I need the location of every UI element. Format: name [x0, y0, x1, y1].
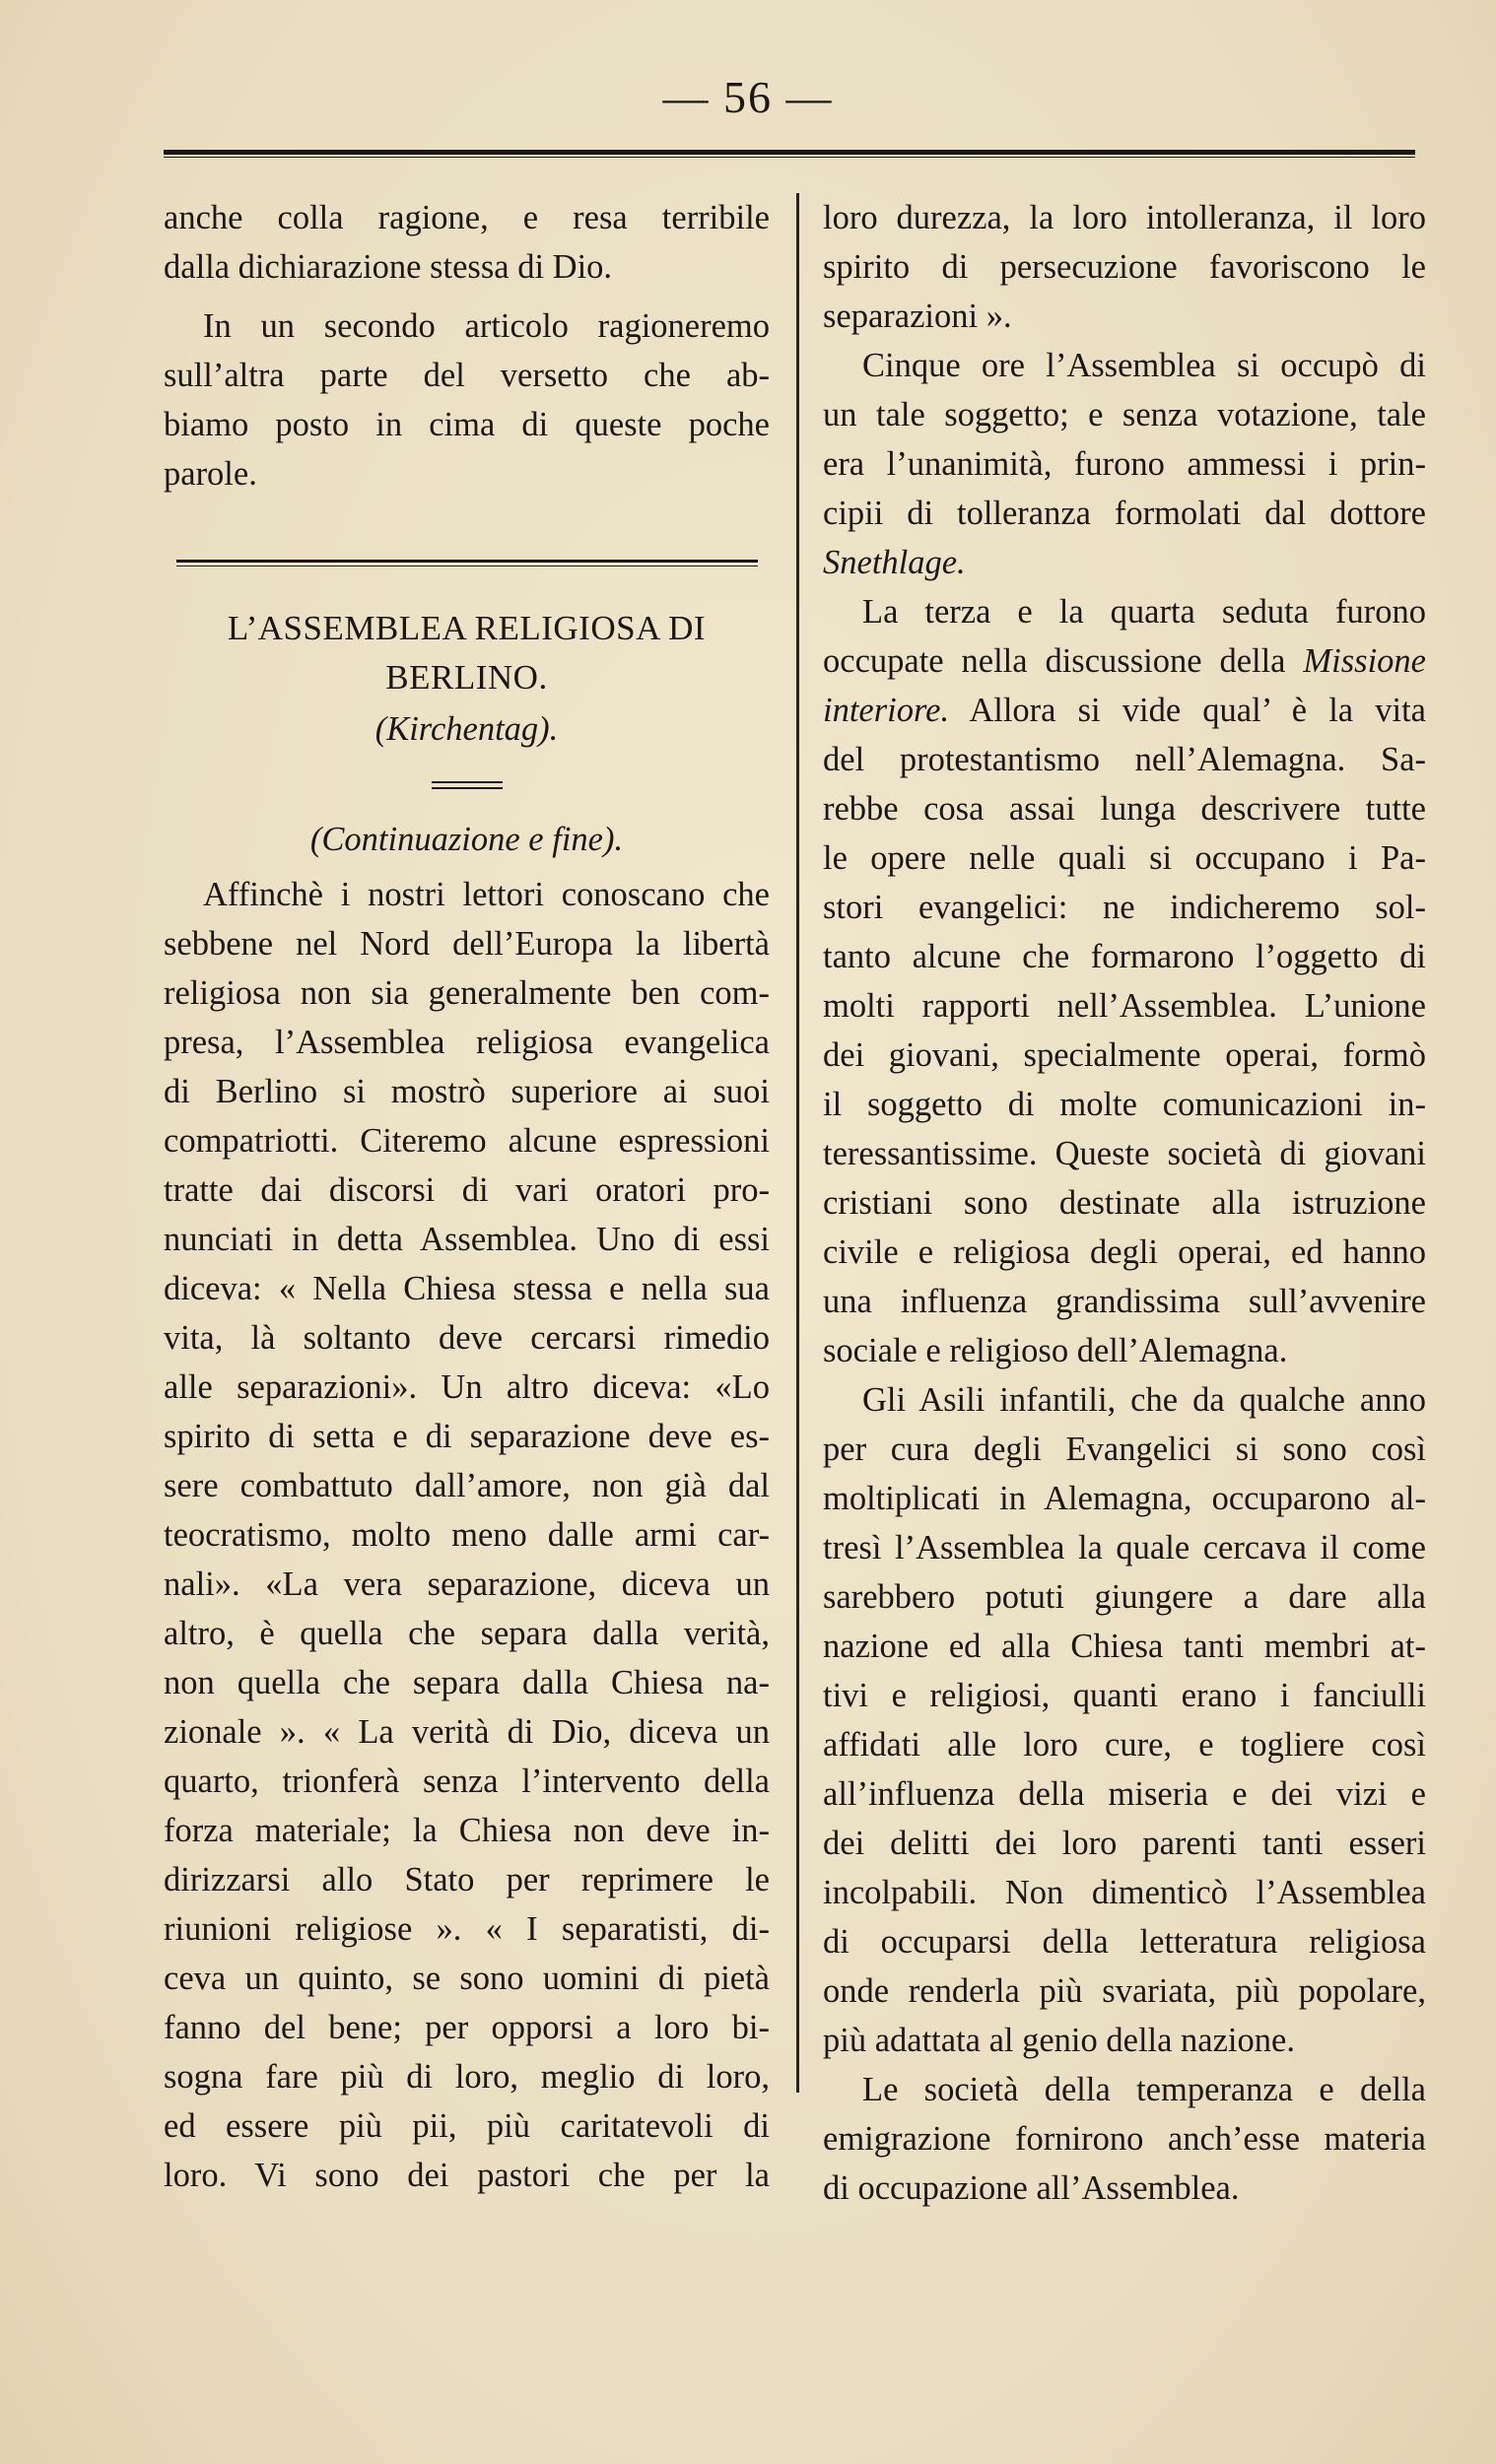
text-line: tanto alcune che formarono l’oggetto di: [823, 938, 1426, 975]
text-line: sociale e religioso dell’Alemagna.: [823, 1332, 1288, 1369]
text-line: spirito di persecuzione favoriscono le: [823, 248, 1426, 286]
text-line: anche colla ragione, e resa terribile: [164, 199, 770, 236]
text-line: nali». «La vera separazione, diceva un: [164, 1565, 770, 1603]
text-line: vita, là soltanto deve cercarsi rimedio: [164, 1319, 770, 1357]
text-line: zionale ». « La verità di Dio, diceva un: [164, 1713, 770, 1751]
text-line: Le società della temperanza e della: [862, 2071, 1426, 2108]
text-line: affidati alle loro cure, e togliere così: [823, 1726, 1426, 1764]
follow-up-paragraph: [164, 301, 770, 499]
text-line: una influenza grandissima sull’avvenire: [823, 1283, 1426, 1320]
text-line: forza materiale; la Chiesa non deve in-: [164, 1812, 770, 1849]
text-line: compatriotti. Citeremo alcune espressioni: [164, 1122, 770, 1160]
text-line: onde renderla più svariata, più popolare,: [823, 1972, 1426, 2010]
header-rule: [164, 150, 1415, 158]
text-line: sere combattuto dall’amore, non già dal: [164, 1467, 770, 1504]
section-divider: [176, 560, 758, 566]
text-line: In un secondo articolo ragioneremo: [203, 307, 770, 345]
text-line: sebbene nel Nord dell’Europa la libertà: [164, 925, 770, 963]
text-line: non quella che separa dalla Chiesa na-: [164, 1664, 770, 1701]
text-line: presa, l’Assemblea religiosa evangelica: [164, 1024, 770, 1061]
text-line: [823, 686, 1426, 735]
text-line: altro, è quella che separa dalla verità,: [164, 1615, 770, 1652]
text-line: era l’unanimità, furono ammessi i prin-: [823, 445, 1426, 483]
text-line: loro durezza, la loro intolleranza, il loro: [823, 199, 1426, 236]
text-line: tivi e religiosi, quanti erano i fanciulli: [823, 1677, 1426, 1714]
text-line: religiosa non sia generalmente ben com-: [164, 974, 770, 1012]
column-divider: [796, 193, 799, 2093]
text-line: per cura degli Evangelici si sono così: [823, 1431, 1426, 1468]
text-line: emigrazione fornirono anch’esse materia: [823, 2120, 1426, 2158]
text-line: dalla dichiarazione stessa di Dio.: [164, 248, 613, 286]
right-column: [823, 193, 1426, 2213]
text-line: di Berlino si mostrò superiore ai suoi: [164, 1073, 770, 1110]
temperance-paragraph: [823, 2065, 1426, 2213]
text-line: moltiplicati in Alemagna, occuparono al-: [823, 1480, 1426, 1517]
text-line: sull’altra parte del versetto che ab-: [164, 357, 770, 394]
continuation-note: (Continuazione e fine).: [309, 821, 624, 858]
text-line: Gli Asili infantili, che da qualche anno: [862, 1381, 1426, 1419]
text-line: spirito di setta e di separazione deve es-: [164, 1418, 770, 1455]
article-title: L’ASSEMBLEA RELIGIOSA DI BERLINO.: [227, 609, 707, 697]
text-line: diceva: « Nella Chiesa stessa e nella sua: [164, 1270, 770, 1307]
italic-term: Missione: [1303, 642, 1426, 680]
text-fragment: Allora si vide qual’ è la vita: [949, 692, 1426, 729]
text-line: teressantissime. Queste società di giovani: [823, 1135, 1426, 1172]
text-line: teocratismo, molto meno dalle armi car-: [164, 1516, 770, 1554]
text-line: biamo posto in cima di queste poche: [164, 406, 770, 443]
text-line: di occuparsi della letteratura religiosa: [823, 1923, 1426, 1961]
text-line: cristiani sono destinate alla istruzione: [823, 1184, 1426, 1222]
text-line: del protestantismo nell’Alemagna. Sa-: [823, 741, 1426, 778]
doctor-name: Snethlage.: [823, 544, 966, 581]
text-line: le opere nelle quali si occupano i Pa-: [823, 839, 1426, 877]
text-line: tresì l’Assemblea la quale cercava il come: [823, 1529, 1426, 1566]
text-line: all’influenza della miseria e dei vizi e: [823, 1775, 1426, 1813]
page-number: — 56 —: [662, 72, 834, 122]
text-line: Affinchè i nostri lettori conoscano che: [203, 876, 770, 913]
text-line: sogna fare più di loro, meglio di loro,: [164, 2058, 770, 2096]
intro-paragraph: [164, 193, 770, 292]
text-line: un tale soggetto; e senza votazione, tale: [823, 396, 1426, 433]
text-line: [823, 636, 1426, 686]
text-line: dei delitti dei loro parenti tanti esseri: [823, 1825, 1426, 1862]
text-line: civile e religiosa degli operai, ed hanno: [823, 1233, 1426, 1271]
text-line: riunioni religiose ». « I separatisti, di-: [164, 1910, 770, 1948]
text-fragment: occupate nella discussione della: [823, 642, 1304, 680]
text-line: di occupazione all’Assemblea.: [823, 2169, 1240, 2207]
tolerance-paragraph: [823, 341, 1426, 587]
text-line: parole.: [164, 455, 257, 493]
left-column: [164, 193, 770, 2200]
text-line: ed essere più pii, più caritatevoli di: [164, 2107, 770, 2145]
italic-term: interiore.: [823, 692, 950, 729]
text-line: sarebbero potuti giungere a dare alla: [823, 1578, 1426, 1616]
text-line: il soggetto di molte comunicazioni in-: [823, 1086, 1426, 1123]
text-line: molti rapporti nell’Assemblea. L’unione: [823, 987, 1426, 1025]
text-line: più adattata al genio della nazione.: [823, 2022, 1295, 2059]
kindergarten-paragraph: [823, 1375, 1426, 2065]
text-line: cipii di tolleranza formolati dal dottore: [823, 495, 1426, 532]
text-line: tratte dai discorsi di vari oratori pro-: [164, 1171, 770, 1209]
text-line: stori evangelici: ne indicheremo sol-: [823, 889, 1426, 926]
text-line: nunciati in detta Assemblea. Uno di essi: [164, 1221, 770, 1258]
article-body-paragraph: [164, 870, 770, 2200]
text-line: quarto, trionferà senza l’intervento della: [164, 1763, 770, 1800]
text-line: nazione ed alla Chiesa tanti membri at-: [823, 1628, 1426, 1665]
article-subtitle: (Kirchentag).: [374, 710, 559, 748]
inner-mission-paragraph: [823, 587, 1426, 1375]
text-line: rebbe cosa assai lunga descrivere tutte: [823, 790, 1426, 828]
text-line: alle separazioni». Un altro diceva: «Lo: [164, 1368, 770, 1406]
text-line: La terza e la quarta seduta furono: [862, 593, 1426, 631]
text-line: dirizzarsi allo Stato per reprimere le: [164, 1861, 770, 1898]
title-ornament-rule: [432, 781, 503, 789]
text-line: separazioni ».: [823, 298, 1012, 335]
continued-paragraph: [823, 193, 1426, 341]
text-line: fanno del bene; per opporsi a loro bi-: [164, 2009, 770, 2046]
text-line: dei giovani, specialmente operai, formò: [823, 1036, 1426, 1074]
text-line: loro. Vi sono dei pastori che per la: [164, 2157, 770, 2194]
text-line: Cinque ore l’Assemblea si occupò di: [862, 347, 1426, 384]
text-line: ceva un quinto, se sono uomini di pietà: [164, 1960, 770, 1997]
text-line: incolpabili. Non dimenticò l’Assemblea: [823, 1874, 1426, 1911]
